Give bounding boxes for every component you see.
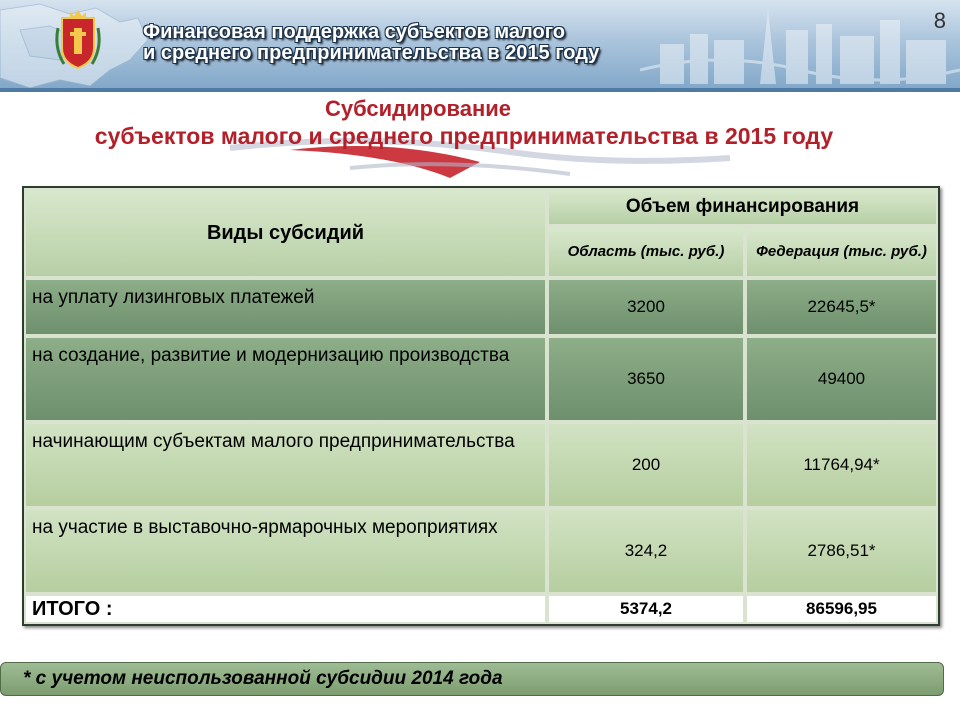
table-header-row bbox=[24, 188, 938, 226]
row-name: на участие в выставочно-ярмарочных мероприятиях bbox=[24, 508, 547, 594]
header-title-line1: Финансовая поддержка субъектов малого bbox=[143, 21, 565, 43]
banner-divider bbox=[0, 88, 960, 92]
row-name: на создание, развитие и модернизацию производства bbox=[24, 336, 547, 422]
table-row bbox=[24, 422, 938, 508]
column-header-region: Область (тыс. руб.) bbox=[547, 226, 745, 278]
header-title-line2: и среднего предпринимательства в 2015 году bbox=[143, 42, 600, 64]
column-header-volume: Объем финансирования bbox=[547, 188, 938, 226]
table-row bbox=[24, 278, 938, 336]
subtitle-line1: Субсидирование bbox=[324, 96, 512, 121]
header-title bbox=[143, 22, 599, 64]
row-region-value: 200 bbox=[547, 422, 745, 508]
subsidies-table bbox=[22, 186, 940, 626]
total-region-value: 5374,2 bbox=[547, 594, 745, 624]
coat-of-arms-emblem bbox=[54, 8, 102, 72]
footnote: * с учетом неиспользованной субсидии 2014 года bbox=[0, 662, 944, 696]
row-federal-value: 2786,51* bbox=[745, 508, 938, 594]
column-header-kinds: Виды субсидий bbox=[24, 188, 547, 278]
row-name: на уплату лизинговых платежей bbox=[24, 278, 547, 336]
page-number: 8 bbox=[933, 8, 946, 33]
table-row bbox=[24, 336, 938, 422]
column-header-federal: Федерация (тыс. руб.) bbox=[745, 226, 938, 278]
total-federal-value: 86596,95 bbox=[745, 594, 938, 624]
row-region-value: 3200 bbox=[547, 278, 745, 336]
table-row bbox=[24, 508, 938, 594]
header-banner bbox=[0, 0, 960, 92]
row-region-value: 324,2 bbox=[547, 508, 745, 594]
row-name: начинающим субъектам малого предпринимательства bbox=[24, 422, 547, 508]
subtitle-line2: субъектов малого и среднего предпринимательства в 2015 году bbox=[94, 123, 834, 149]
city-skyline-graphic bbox=[640, 0, 960, 92]
row-federal-value: 49400 bbox=[745, 336, 938, 422]
total-label: ИТОГО : bbox=[24, 594, 547, 624]
table-total-row bbox=[24, 594, 938, 624]
row-region-value: 3650 bbox=[547, 336, 745, 422]
row-federal-value: 11764,94* bbox=[745, 422, 938, 508]
row-federal-value: 22645,5* bbox=[745, 278, 938, 336]
